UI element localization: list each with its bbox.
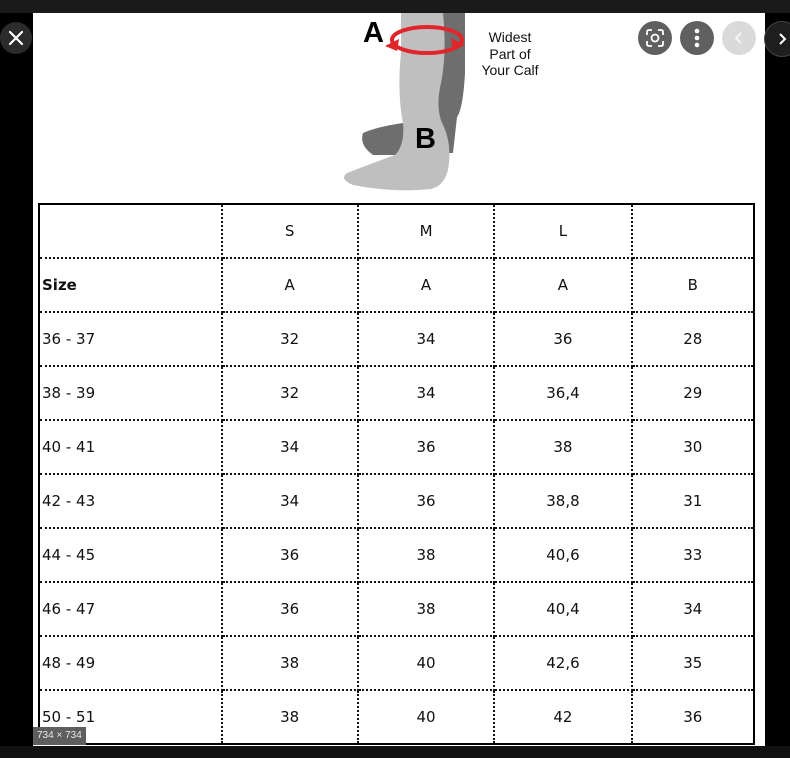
- table-cell: 38: [494, 420, 631, 474]
- calf-label-line: Part of: [489, 45, 531, 62]
- table-cell: 40: [358, 690, 494, 744]
- label-b: B: [415, 123, 436, 155]
- more-vertical-icon: [694, 28, 700, 48]
- table-cell: 38 - 39: [39, 366, 222, 420]
- table-cell: 34: [358, 312, 494, 366]
- table-cell: [39, 204, 222, 258]
- table-cell: A: [494, 258, 631, 312]
- table-cell: A: [358, 258, 494, 312]
- table-cell: 38: [222, 636, 358, 690]
- table-cell: 36: [494, 312, 631, 366]
- table-cell: 38: [358, 582, 494, 636]
- table-cell: S: [222, 204, 358, 258]
- table-cell: 30: [632, 420, 754, 474]
- table-cell: 38: [358, 528, 494, 582]
- bottom-bar: [0, 746, 790, 758]
- table-cell: 36: [222, 582, 358, 636]
- table-row: [39, 420, 754, 474]
- table-cell: 36: [358, 420, 494, 474]
- more-options-button[interactable]: [680, 21, 714, 55]
- lens-icon: [645, 28, 665, 48]
- table-cell: 34: [222, 420, 358, 474]
- table-cell: [632, 204, 754, 258]
- table-cell: 36: [222, 528, 358, 582]
- table-row: [39, 474, 754, 528]
- label-a: A: [363, 17, 384, 49]
- table-cell: 40,4: [494, 582, 631, 636]
- table-cell: 42 - 43: [39, 474, 222, 528]
- table-cell: 48 - 49: [39, 636, 222, 690]
- table-cell: 42: [494, 690, 631, 744]
- calf-label: [465, 29, 555, 79]
- calf-label-line: Your Calf: [481, 62, 539, 78]
- top-bar: [0, 0, 790, 13]
- chevron-right-icon: [776, 32, 788, 46]
- table-cell: 50 - 51: [39, 690, 222, 744]
- table-cell: 34: [358, 366, 494, 420]
- table-cell: 40 - 41: [39, 420, 222, 474]
- table-cell: Size: [39, 258, 222, 312]
- table-row: [39, 690, 754, 744]
- leg-shape: [344, 13, 449, 190]
- table-row: [39, 528, 754, 582]
- chevron-left-icon: [733, 31, 745, 45]
- table-cell: 40,6: [494, 528, 631, 582]
- close-button[interactable]: [0, 22, 32, 54]
- table-cell: L: [494, 204, 631, 258]
- table-cell: 32: [222, 312, 358, 366]
- table-cell: 29: [632, 366, 754, 420]
- table-row: [39, 582, 754, 636]
- table-measure-row: [39, 258, 754, 312]
- close-icon: [7, 29, 25, 47]
- next-image-button[interactable]: [764, 21, 790, 57]
- image-dimensions-badge: 734 × 734: [33, 727, 86, 745]
- table-cell: 35: [632, 636, 754, 690]
- table-cell: 44 - 45: [39, 528, 222, 582]
- table-cell: 38: [222, 690, 358, 744]
- table-cell: 32: [222, 366, 358, 420]
- lens-search-button[interactable]: [638, 21, 672, 55]
- table-cell: B: [632, 258, 754, 312]
- table-cell: 36 - 37: [39, 312, 222, 366]
- table-cell: 34: [632, 582, 754, 636]
- table-cell: 33: [632, 528, 754, 582]
- table-header-row: [39, 204, 754, 258]
- previous-image-button[interactable]: [722, 21, 756, 55]
- table-cell: 46 - 47: [39, 582, 222, 636]
- table-cell: 34: [222, 474, 358, 528]
- table-cell: M: [358, 204, 494, 258]
- calf-label-line: Widest: [488, 29, 532, 45]
- image-viewer: [33, 13, 765, 746]
- table-cell: 28: [632, 312, 754, 366]
- table-cell: 40: [358, 636, 494, 690]
- table-row: [39, 366, 754, 420]
- table-cell: 42,6: [494, 636, 631, 690]
- table-cell: A: [222, 258, 358, 312]
- table-cell: 36: [632, 690, 754, 744]
- table-cell: 31: [632, 474, 754, 528]
- table-cell: 36: [358, 474, 494, 528]
- table-cell: 36,4: [494, 366, 631, 420]
- table-cell: 38,8: [494, 474, 631, 528]
- size-table: [38, 203, 755, 745]
- table-row: [39, 636, 754, 690]
- table-row: [39, 312, 754, 366]
